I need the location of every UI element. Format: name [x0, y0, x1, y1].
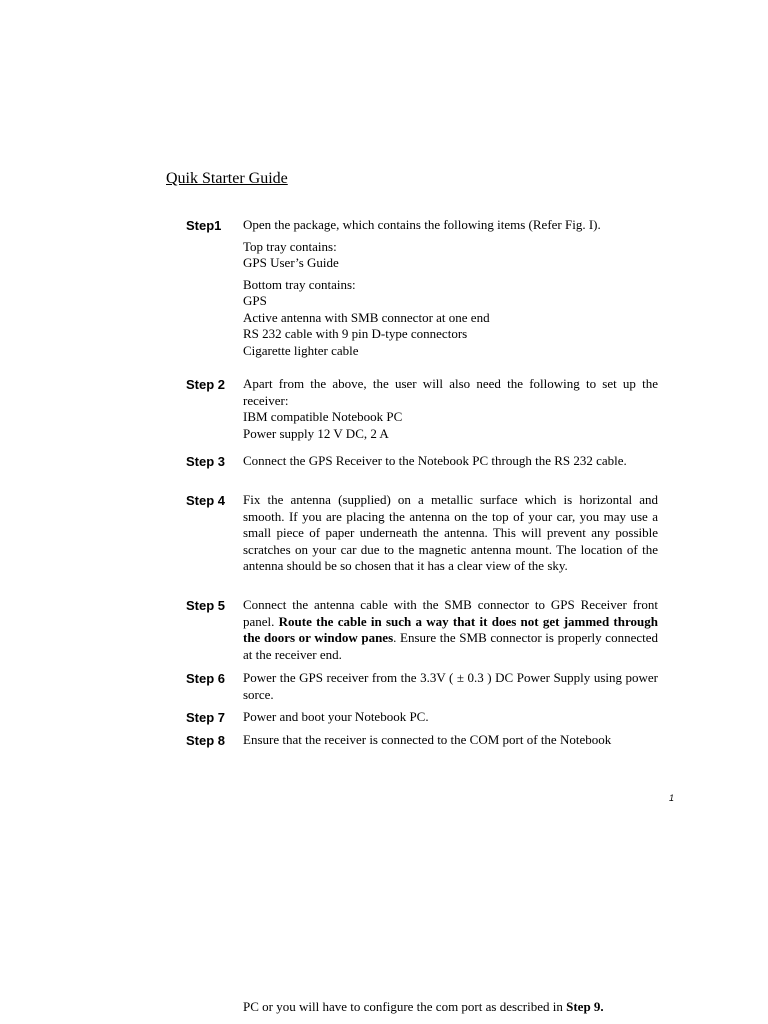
step-body: [243, 453, 658, 470]
step-label: Step 3: [186, 454, 226, 469]
step-text: Ensure that the receiver is connected to the COM port of the Notebook: [243, 732, 612, 747]
step-text-emphasis: Route the cable in such a way that it does not get jammed through the doors or window panes: [243, 613, 658, 645]
step-label: Step1: [186, 218, 222, 233]
step-body: [243, 492, 658, 575]
step-body: [243, 597, 658, 663]
bottom-tray-heading: Bottom tray contains:: [243, 276, 356, 292]
step-label: Step 7: [186, 710, 226, 725]
list-item: Power supply 12 V DC, 2 A: [243, 425, 389, 441]
step-label: Step 6: [186, 671, 226, 686]
step-label: Step 8: [186, 733, 226, 748]
step-body: [243, 217, 658, 359]
step-text: [243, 597, 658, 663]
step-body: [243, 670, 658, 703]
step-text: Fix the antenna (supplied) on a metallic surface which is horizontal and smooth. If you are placing the antenna on the top of your car, you may use a small piece of paper underneath the antenna. This will prevent any possible scratches on your car due to the magnetic antenna mount. The location of the antenna should be so chosen that it has a clear view of the sky.: [243, 492, 658, 573]
list-item: Active antenna with SMB connector at one end: [243, 309, 490, 325]
list-item: Cigarette lighter cable: [243, 342, 359, 358]
step-label: Step 4: [186, 493, 226, 508]
step-body: [243, 376, 658, 442]
step-label: Step 5: [186, 598, 226, 613]
step-label: Step 2: [186, 377, 226, 392]
continuation-part: PC or you will have to configure the com port as described in: [243, 999, 567, 1014]
step-text: Power and boot your Notebook PC.: [243, 709, 429, 724]
list-item: RS 232 cable with 9 pin D-type connectors: [243, 326, 468, 341]
step-text: Apart from the above, the user will also need the following to set up the receiver:: [243, 376, 658, 408]
continuation-text: [243, 999, 604, 1015]
step-text-part: . Ensure the SMB connector is properly connected at the receiver end.: [243, 630, 658, 662]
page-title: Quik Starter Guide: [166, 170, 288, 187]
step-text: Power the GPS receiver from the 3.3V ( ± 0.3 ) DC Power Supply using power sorce.: [243, 670, 658, 702]
step-body: [243, 709, 658, 726]
page-number: 1: [669, 793, 675, 803]
step-text: Open the package, which contains the following items (Refer Fig. I).: [243, 217, 601, 232]
continuation-emphasis: Step 9.: [566, 999, 604, 1014]
step-text: Connect the GPS Receiver to the Notebook PC through the RS 232 cable.: [243, 453, 627, 468]
top-tray-heading: Top tray contains:: [243, 238, 337, 254]
step-text-part: Connect the antenna cable with the SMB connector to GPS Receiver front panel.: [243, 597, 658, 629]
list-item: GPS User’s Guide: [243, 255, 339, 270]
step-body: [243, 732, 658, 749]
list-item: IBM compatible Notebook PC: [243, 409, 403, 424]
list-item: GPS: [243, 293, 267, 308]
